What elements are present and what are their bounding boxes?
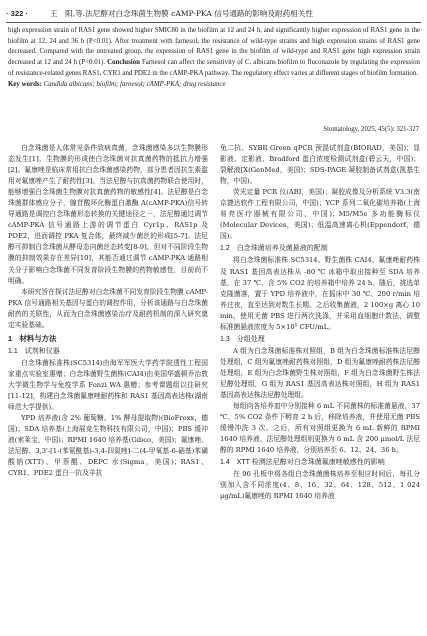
right-column <box>220 143 420 503</box>
running-title: 王 阳,等.法尼醇对白念珠菌生物膜 cAMP-PKA 信号通路的影响及耐药相关性 <box>49 8 313 18</box>
culture-paragraph: 将白念珠菌标准株 SC5314、野生菌株 CAI4、氟康唑耐药株及 RAS1 基因高表达株从 -80 ℃ 冰箱中取出接种至 SDA 培养基，在 37 ℃、含 5% CO2 的培养箱中培养 24 h。随后，挑选单克隆菌落，置于 YPD 培养液中，在摇床中 30 ℃、200 r/min 培养过夜，直至达到对数生长期。之后收集菌液，2 100×g 离心 10 min，使用无菌 PBS 进行两次洗涤，并采用血细胞计数法，调整标准菌悬液浓度为 5×10⁵ CFU/mL。 <box>220 256 420 331</box>
abstract-paragraph <box>8 26 420 80</box>
subsection-heading-grouping: 1.3 分组处理 <box>220 335 265 343</box>
reagents-paragraph-1: 白念珠菌标准株(SC5314)由海军军医大学药学院透性工程国家重点实验室惠赠；白念珠菌野生菌株(CAI4)由美国华盛顿乔治敦大学微生物学与免疫学系 Fonzi WA 惠赠；参考课题组以往研究[11-12]，构建白念珠菌氟康唑耐药株和 RAS1 基因高表达株(湖南师范大学提供)。 <box>8 358 208 412</box>
abstract-results-text: high expression strain of RAS1 gene showed higher SMIC80 in the biofilm at 12 and 24 h, and significantly higher expression of RAS1 gene in the biofilm at 12, 24 and 36 h (P<0.01). After treatment with farnesol, the resistance of wild-type strains and high expression strains of RAS1 gene decreased. Compared with the untreated group, the expression of RAS1 gene in the biofilm of wild-type and RAS1 gene high expression strain decreased at 12 and 24 h (P<0.01). <box>8 27 420 67</box>
reagents-paragraph-2: YPD 培养液(含 2% 葡萄糖、1% 酵母提取物)(BioFroxx，德国)；SDA 培养基(上海展竞生物科技有限公司，中国)；PBS 缓冲液(索莱宝，中国)；RPMI 1640 培养基(Gibco，美国)；氟康唑、法尼醇、3,3'-[1-(苯氨酰基)-3,4-四氮唑]-二(4-甲氧基-6-硝基)苯磺酸钠(XTT)、甲萘醌、DEPC 水(Sigma，美国)；RAS1、CYR1、PDE2 蛋白一抗及羊抗 <box>8 414 208 478</box>
grouping-paragraph-1: A 组为白念珠菌标准株对照组，B 组为白念珠菌标准株法尼醇处理组，C 组为氟康唑耐药株对照组，D 组为氟康唑耐药株法尼醇处理组，E 组为白念珠菌野生株对照组，F 组为白念珠菌野生株法尼醇处理组，G 组为 RAS1 基因高表达株对照组，H 组为 RAS1 基因高表达株法尼醇处理组。 <box>220 346 420 400</box>
section-heading-methods: 1 材料与方法 <box>8 333 57 343</box>
xtt-paragraph: 在 96 孔板中将各组白念珠菌菌株培养至相应时间后，每孔分别加入含不同浓度(4、8、16、32、64、128、512、1 024 μg/mL)氟康唑的 RPMI 1640 培养液 <box>220 470 420 501</box>
grouping-paragraph-2: 每组向各培养皿中分别接种 6 mL 不同菌株的标准菌悬液，37 ℃、5% CO2 条件下孵育 2 h 后，移除培养液，并使用无菌 PBS 缓慢冲洗 3 次。之后，所有对照组更换为 6 mL 新鲜的 RPMI 1640 培养液，法尼醇处理组则更换为 6 mL 含 200 μmol/L 法尼醇的 RPMI 1640 培养液，分别培养至 6、12、24、36 h。 <box>220 402 420 455</box>
left-column <box>8 143 208 479</box>
subsection-heading-xtt: 1.4 XTT 检测法尼醇对白念珠菌氟康唑敏感性的影响 <box>220 459 385 467</box>
page-header <box>6 4 421 23</box>
instruments-paragraph: 荧光定量 PCR 仪(ABI，美国)；凝胶成像及分析系统 V3.3(南京捷达软件工程有限公司，中国)；YCP 系列二氧化碳培养箱(上海易亮医疗器械有限公司，中国)；M5/M5e 多功能酶标仪(Molecular Devices，美国)；低温高速离心机(Eppendorf，德国)。 <box>220 188 420 241</box>
english-abstract <box>8 26 420 90</box>
conclusion-text: Farnesol can affect the sensitivity of C. albicans biofilm to fluconazole by regulating the expression of resistance-related genes RAS1, CYR1 and PDE2 in the cAMP-PKA pathway. The regulatory effect varies at different stages of biofilm formation. <box>8 59 420 77</box>
keywords-line <box>8 80 420 91</box>
subsection-heading-culture: 1.2 白念珠菌培养及菌悬液的配制 <box>220 245 328 253</box>
page-number: · 322 · <box>6 8 28 18</box>
keywords-text: Candida albicans; biofilm; farnesol; cAMP-PKA; drug resistance <box>43 80 226 88</box>
intro-paragraph-1: 白念珠菌是人体常见条件致病真菌，念珠菌感染多以生物膜形态发生[1]，生物膜的形成使白念珠菌对抗真菌药物的抵抗力增强[2]。氟康唑是临床常用抗白念珠菌感染药物，部分患者因抗生素滥用对氟康唑产生了耐药性[3]。当法尼醇与抗真菌药物联合使用时，能够增强白念珠菌生物膜对抗真菌药物的敏感性[4]。法尼醇是白念珠菌群体感应分子，腺苷酸环化酶蛋白激酶 A(cAMP-PKA)信号转导通路是调控白念珠菌形态转换的关键途径之一，法尼醇通过调节 cAMP-PKA 信号通路上游的调节蛋白 Cyr1p、RAS1p 及 PDE2，进而调控 PKA 复合体，最终减少菌丝的形成[5-7]。法尼醇可抑制白念珠菌从酵母态向菌丝态转变[8-9]，但对不同阶段生物膜的抑制效果存在差异[10]，其能否通过调节 cAMP-PKA 通路相关分子影响白念珠菌不同发育阶段生物膜的药物敏感性，目前尚不明确。 <box>8 144 208 285</box>
keywords-label: Key words: <box>8 80 42 88</box>
citation-line: Stomatology, 2025, 45(5): 321-327 <box>323 126 419 133</box>
conclusion-label: Conclusion <box>107 59 140 67</box>
intro-paragraph-2: 本研究旨在探讨法尼醇对白念珠菌不同发育阶段生物膜 cAMP-PKA 信号通路相关基因与蛋白的调控作用，分析该通路与白念珠菌耐药的关联性，从而为白念珠菌感染治疗及耐药机制的深入研究奠定实验基础。 <box>8 287 208 329</box>
reagents-continued-paragraph: 兔二抗、SYBR Green qPCR 预混试剂盒(BIORAD，美国)；显影液、定影液、Bradford 蛋白浓度检测试剂盒(碧云天，中国)；裂解液[X(GenMed，美国)；SDS-PAGE 凝胶制备试剂盒(凯基生物，中国)。 <box>220 144 420 186</box>
subsection-heading-reagents: 1.1 试剂和仪器 <box>8 347 60 355</box>
